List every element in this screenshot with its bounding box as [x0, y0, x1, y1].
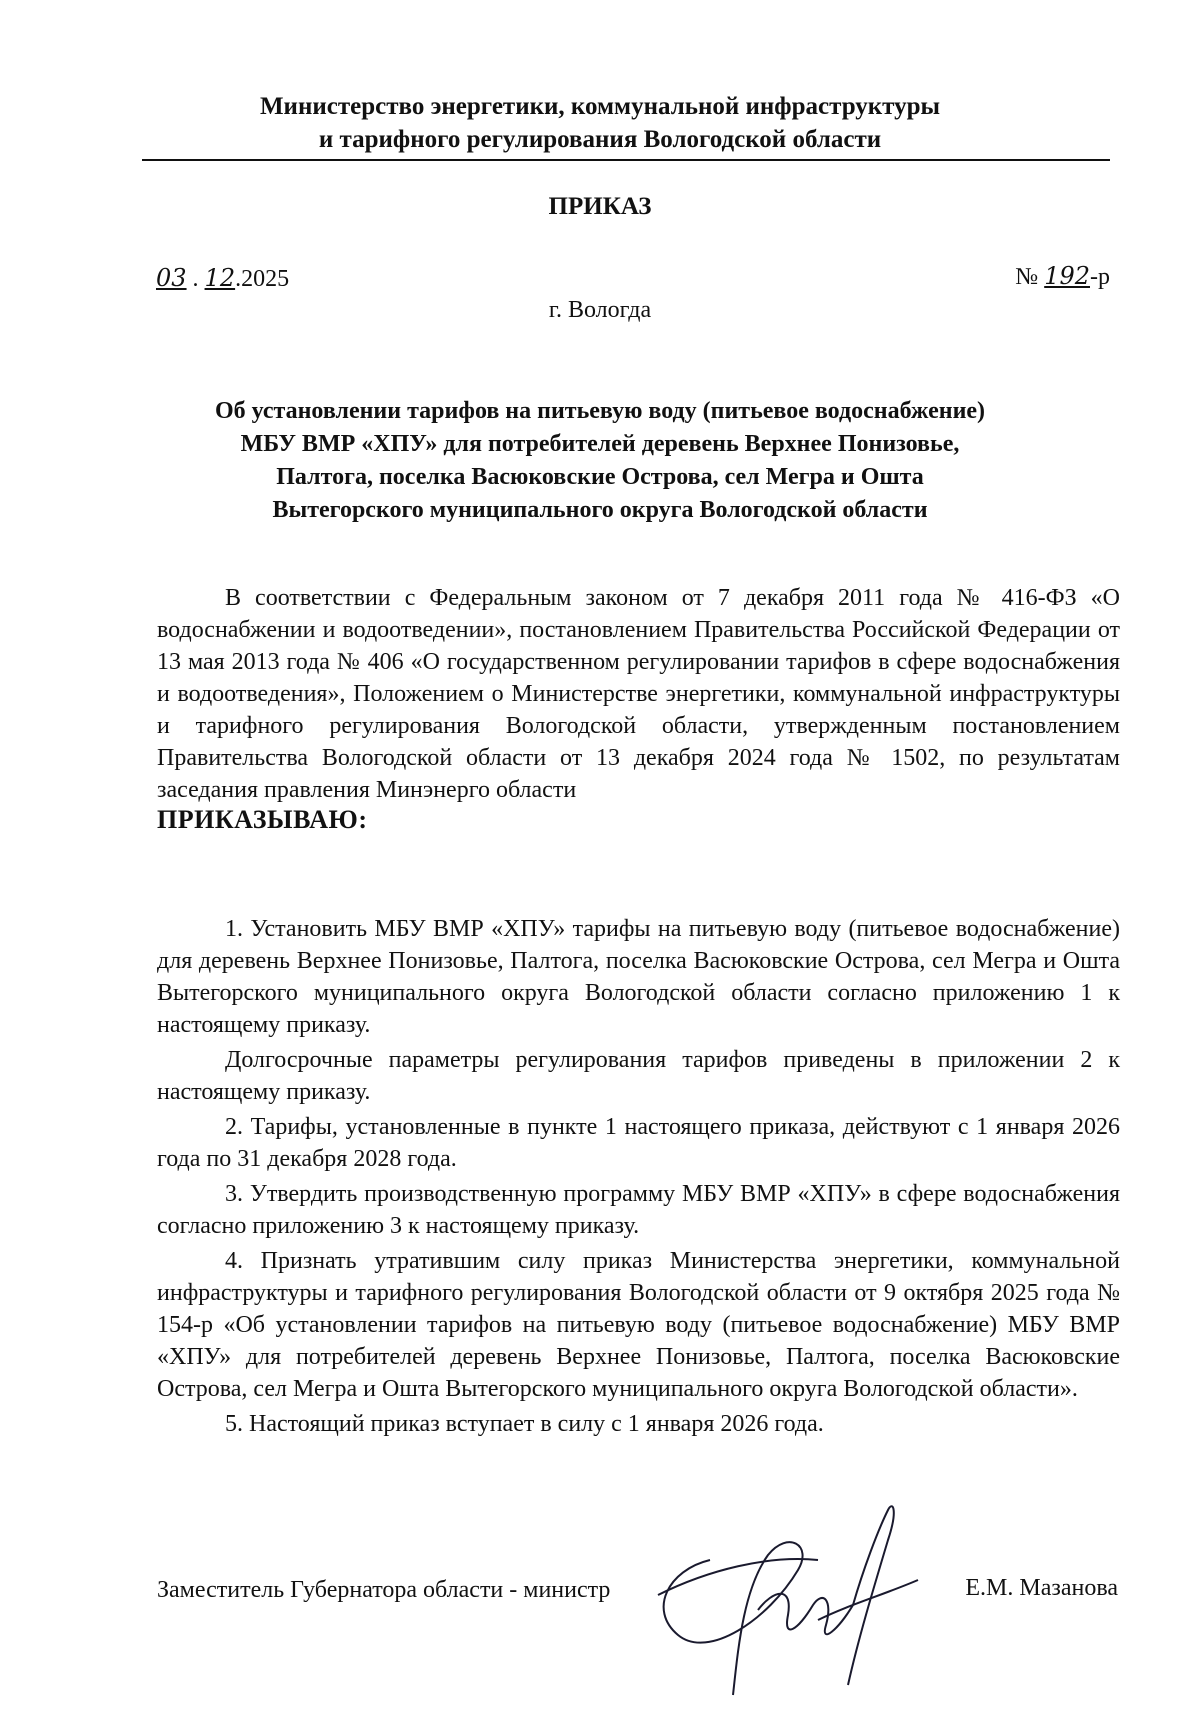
ministry-header-line1: Министерство энергетики, коммунальной инфраструктуры — [259, 93, 941, 120]
order-item: 1. Установить МБУ ВМР «ХПУ» тарифы на питьевую воду (питьевое водоснабжение) для деревень Верхнее Понизовье, Палтога, поселка Васюковские Острова, сел Мегра и Ошта Вытегорского муниципального округа Вологодской области согласно приложению 1 к настоящему приказу. — [157, 916, 1120, 1038]
document-type: ПРИКАЗ — [548, 193, 652, 220]
order-subject — [150, 395, 1050, 527]
subject-line4: Вытегорского муниципального округа Вологодской области — [272, 497, 928, 523]
subject-line2: МБУ ВМР «ХПУ» для потребителей деревень Верхнее Понизовье, — [240, 431, 960, 457]
number-handwritten: 192 — [1044, 262, 1090, 290]
signer-title: Заместитель Губернатора области - министр — [157, 1577, 611, 1603]
order-items — [157, 913, 1120, 1443]
subject-line1: Об установлении тарифов на питьевую воду (питьевое водоснабжение) — [214, 398, 986, 424]
number-suffix: -р — [1090, 264, 1110, 290]
order-item: 5. Настоящий приказ вступает в силу с 1 января 2026 года. — [225, 1411, 824, 1437]
date-month-handwritten: 12 — [204, 264, 236, 292]
header-divider — [142, 159, 1110, 161]
preamble-text: В соответствии с Федеральным законом от 7 декабря 2011 года № 416-ФЗ «О водоснабжении и водоотведении», постановлением Правительства Российской Федерации от 13 мая 2013 года № 406 «О государственном регулировании тарифов в сфере водоснабжения и водоотведения», Положением о Министерстве энергетики, коммунальной инфраструктуры и тарифного регулирования Вологодской области, утвержденным постановлением Правительства Вологодской области от 13 декабря 2024 года № 1502, по результатам заседания правления Минэнерго области — [157, 585, 1120, 803]
order-item: 4. Признать утратившим силу приказ Министерства энергетики, коммунальной инфраструктуры и тарифного регулирования Вологодской области от 9 октября 2025 года № 154-р «Об установлении тарифов на питьевую воду (питьевое водоснабжение) МБУ ВМР «ХПУ» для потребителей деревень Верхнее Понизовье, Палтога, поселка Васюковские Острова, сел Мегра и Ошта Вытегорского муниципального округа Вологодской области». — [157, 1248, 1120, 1402]
order-item: Долгосрочные параметры регулирования тарифов приведены в приложении 2 к настоящему приказу. — [157, 1047, 1120, 1105]
date-year: .2025 — [235, 266, 290, 292]
ministry-header-line2: и тарифного регулирования Вологодской области — [318, 126, 882, 153]
number-sign: № — [1015, 264, 1039, 290]
date-day-handwritten: 03 — [156, 264, 187, 292]
order-city: г. Вологда — [548, 297, 652, 323]
ministry-header — [0, 90, 1200, 156]
signer-name: Е.М. Мазанова — [965, 1575, 1118, 1601]
order-item: 2. Тарифы, установленные в пункте 1 настоящего приказа, действуют с 1 января 2026 года по 31 декабря 2028 года. — [157, 1114, 1120, 1172]
order-item: 3. Утвердить производственную программу МБУ ВМР «ХПУ» в сфере водоснабжения согласно приложению 3 к настоящему приказу. — [157, 1181, 1120, 1239]
signature-icon — [648, 1500, 938, 1700]
order-date: 03 . 12.2025 — [156, 264, 290, 292]
preamble-block — [157, 582, 1120, 836]
order-number — [1015, 262, 1110, 291]
subject-line3: Палтога, поселка Васюковские Острова, сел Мегра и Ошта — [276, 464, 924, 490]
order-word: ПРИКАЗЫВАЮ: — [157, 805, 368, 834]
